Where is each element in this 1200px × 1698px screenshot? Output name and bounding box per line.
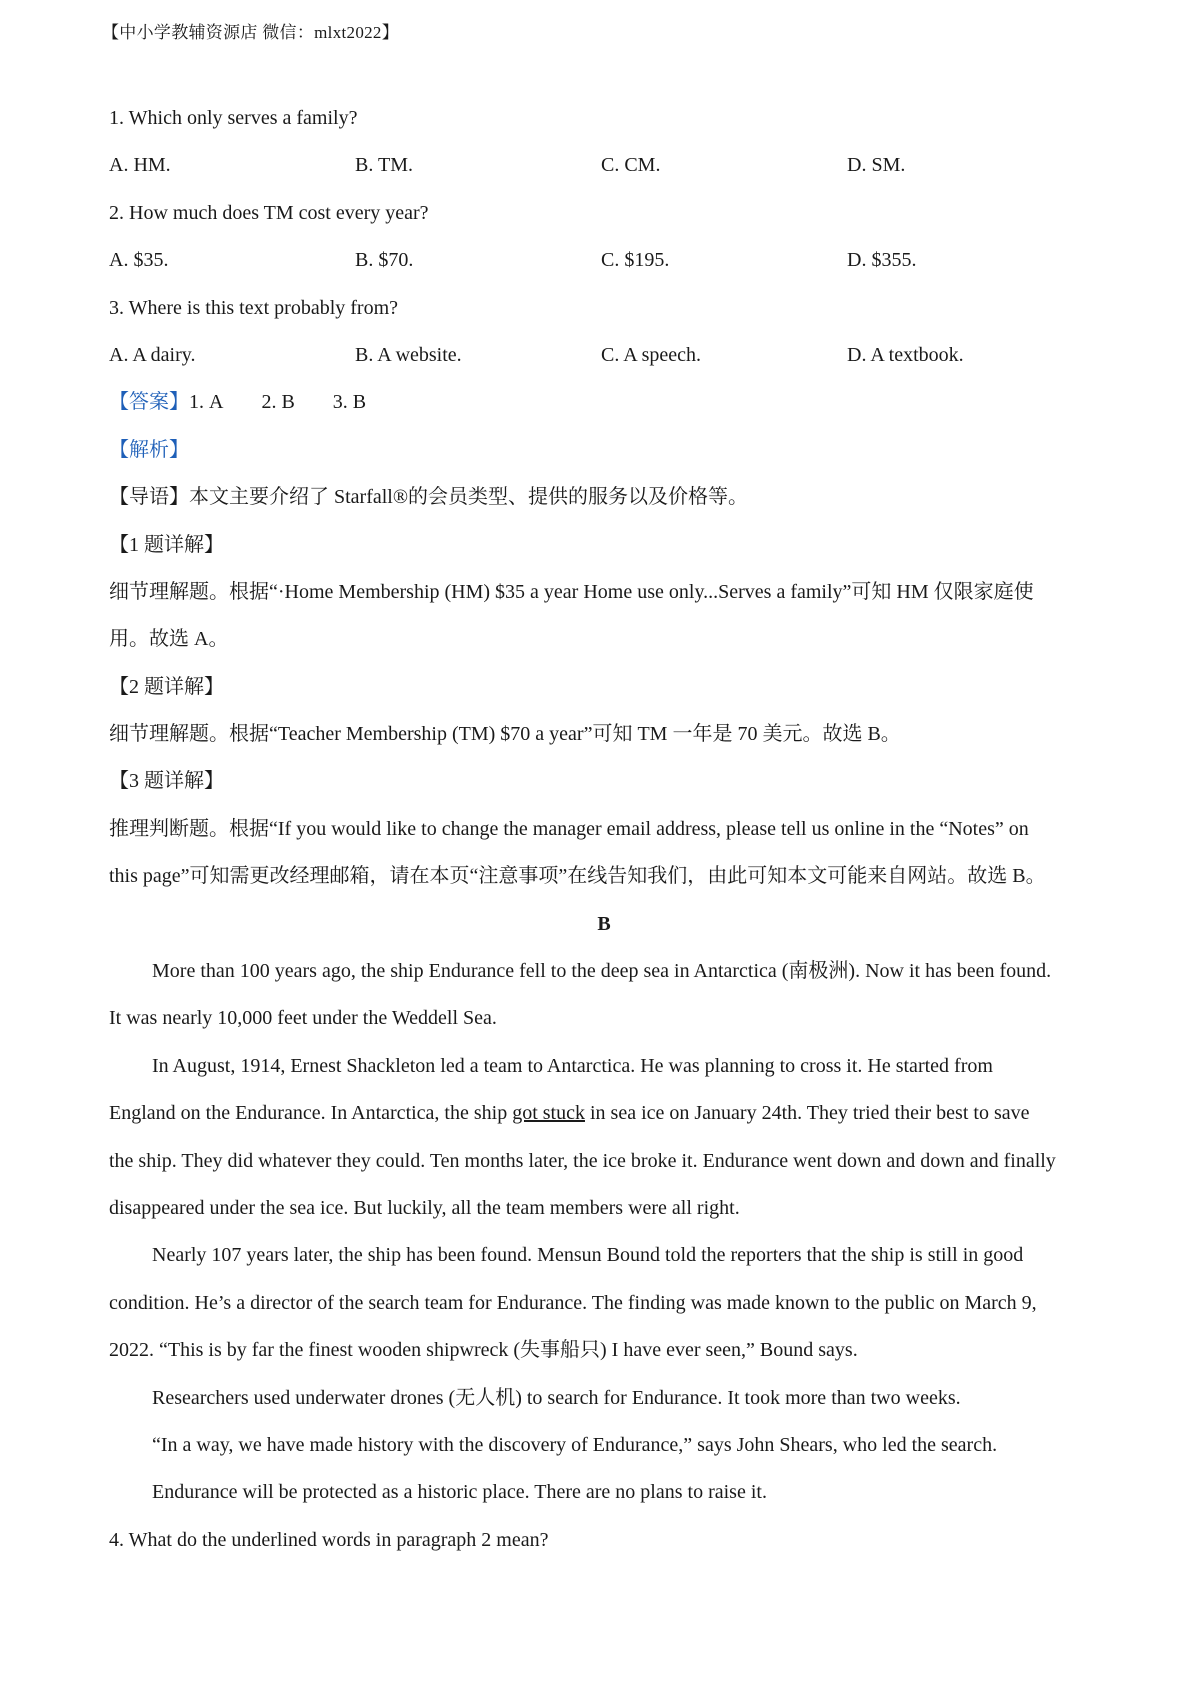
passage-paragraph-3: condition. He’s a director of the search team for Endurance. The finding was made known to the public on March 9,	[109, 1291, 1037, 1314]
option-d: D. A textbook.	[847, 343, 964, 366]
option-a: A. A dairy.	[109, 343, 196, 366]
question-3-options	[109, 332, 1099, 379]
option-b: B. $70.	[355, 249, 414, 272]
passage-paragraph-1: More than 100 years ago, the ship Endurance fell to the deep sea in Antarctica (南极洲). Now it has been found.	[152, 960, 1052, 983]
passage-paragraph-3: 2022. “This is by far the finest wooden shipwreck (失事船只) I have ever seen,” Bound says.	[109, 1339, 858, 1362]
analysis-intro: 【导语】本文主要介绍了 Starfall®的会员类型、提供的服务以及价格等。	[109, 486, 749, 509]
option-c: C. CM.	[601, 154, 661, 177]
q1-detail-text: 细节理解题。根据“·Home Membership (HM) $35 a year Home use only...Serves a family”可知 HM 仅限家庭使	[109, 580, 1034, 603]
option-c: C. $195.	[601, 249, 670, 272]
question-2-stem: 2. How much does TM cost every year?	[109, 201, 429, 224]
analysis-label: 【解析】	[109, 438, 189, 461]
q3-detail-heading: 【3 题详解】	[109, 770, 224, 793]
question-1-stem: 1. Which only serves a family?	[109, 107, 358, 129]
document-page	[109, 95, 1099, 1564]
q2-detail-heading: 【2 题详解】	[109, 675, 224, 698]
q3-detail-text: 推理判断题。根据“If you would like to change the manager email address, please tell us online in the “Notes” on	[109, 817, 1029, 840]
passage-paragraph-4: Researchers used underwater drones (无人机) to search for Endurance. It took more than two weeks.	[152, 1386, 961, 1409]
question-1-options	[109, 142, 1099, 189]
text-run: in sea ice on January 24th. They tried their best to save	[584, 1102, 1030, 1125]
passage-paragraph-1: It was nearly 10,000 feet under the Weddell Sea.	[109, 1007, 497, 1030]
q2-detail-text: 细节理解题。根据“Teacher Membership (TM) $70 a year”可知 TM 一年是 70 美元。故选 B。	[109, 723, 901, 746]
watermark-header: 【中小学教辅资源店 微信：mlxt2022】	[102, 23, 400, 42]
answer-item: 3. B	[332, 391, 367, 414]
q3-detail-text: this page”可知需更改经理邮箱，请在本页“注意事项”在线告知我们，由此可知本文可能来自网站。故选 B。	[109, 865, 1046, 888]
text-run: England on the Endurance. In Antarctica, the ship	[109, 1102, 513, 1125]
answer-label: 【答案】	[109, 391, 189, 414]
passage-paragraph-2: disappeared under the sea ice. But luckily, all the team members were all right.	[109, 1196, 740, 1219]
answer-item: 2. B	[261, 391, 295, 414]
option-a: A. $35.	[109, 249, 169, 272]
option-c: C. A speech.	[601, 343, 701, 366]
passage-paragraph-3: Nearly 107 years later, the ship has been found. Mensun Bound told the reporters that the ship is still in good	[152, 1244, 1024, 1267]
answer-item: 1. A	[189, 391, 224, 414]
passage-paragraph-2	[109, 1090, 1099, 1137]
option-a: A. HM.	[109, 154, 171, 177]
section-heading: B	[597, 912, 611, 935]
q1-detail-text: 用。故选 A。	[109, 628, 229, 651]
option-b: B. TM.	[355, 154, 413, 177]
underlined-phrase: got stuck	[512, 1102, 585, 1125]
option-d: D. SM.	[847, 154, 906, 177]
option-d: D. $355.	[847, 249, 917, 272]
passage-paragraph-6: Endurance will be protected as a historic place. There are no plans to raise it.	[152, 1481, 767, 1504]
passage-paragraph-5: “In a way, we have made history with the discovery of Endurance,” says John Shears, who led the search.	[152, 1433, 998, 1456]
passage-paragraph-2: In August, 1914, Ernest Shackleton led a team to Antarctica. He was planning to cross it. He started from	[152, 1054, 993, 1077]
q1-detail-heading: 【1 题详解】	[109, 533, 224, 556]
question-4-stem: 4. What do the underlined words in paragraph 2 mean?	[109, 1528, 549, 1551]
passage-paragraph-2: the ship. They did whatever they could. Ten months later, the ice broke it. Endurance went down and down and finally	[109, 1149, 1056, 1172]
answer-line	[109, 379, 1099, 426]
question-2-options	[109, 237, 1099, 284]
question-3-stem: 3. Where is this text probably from?	[109, 296, 399, 319]
option-b: B. A website.	[355, 343, 462, 366]
